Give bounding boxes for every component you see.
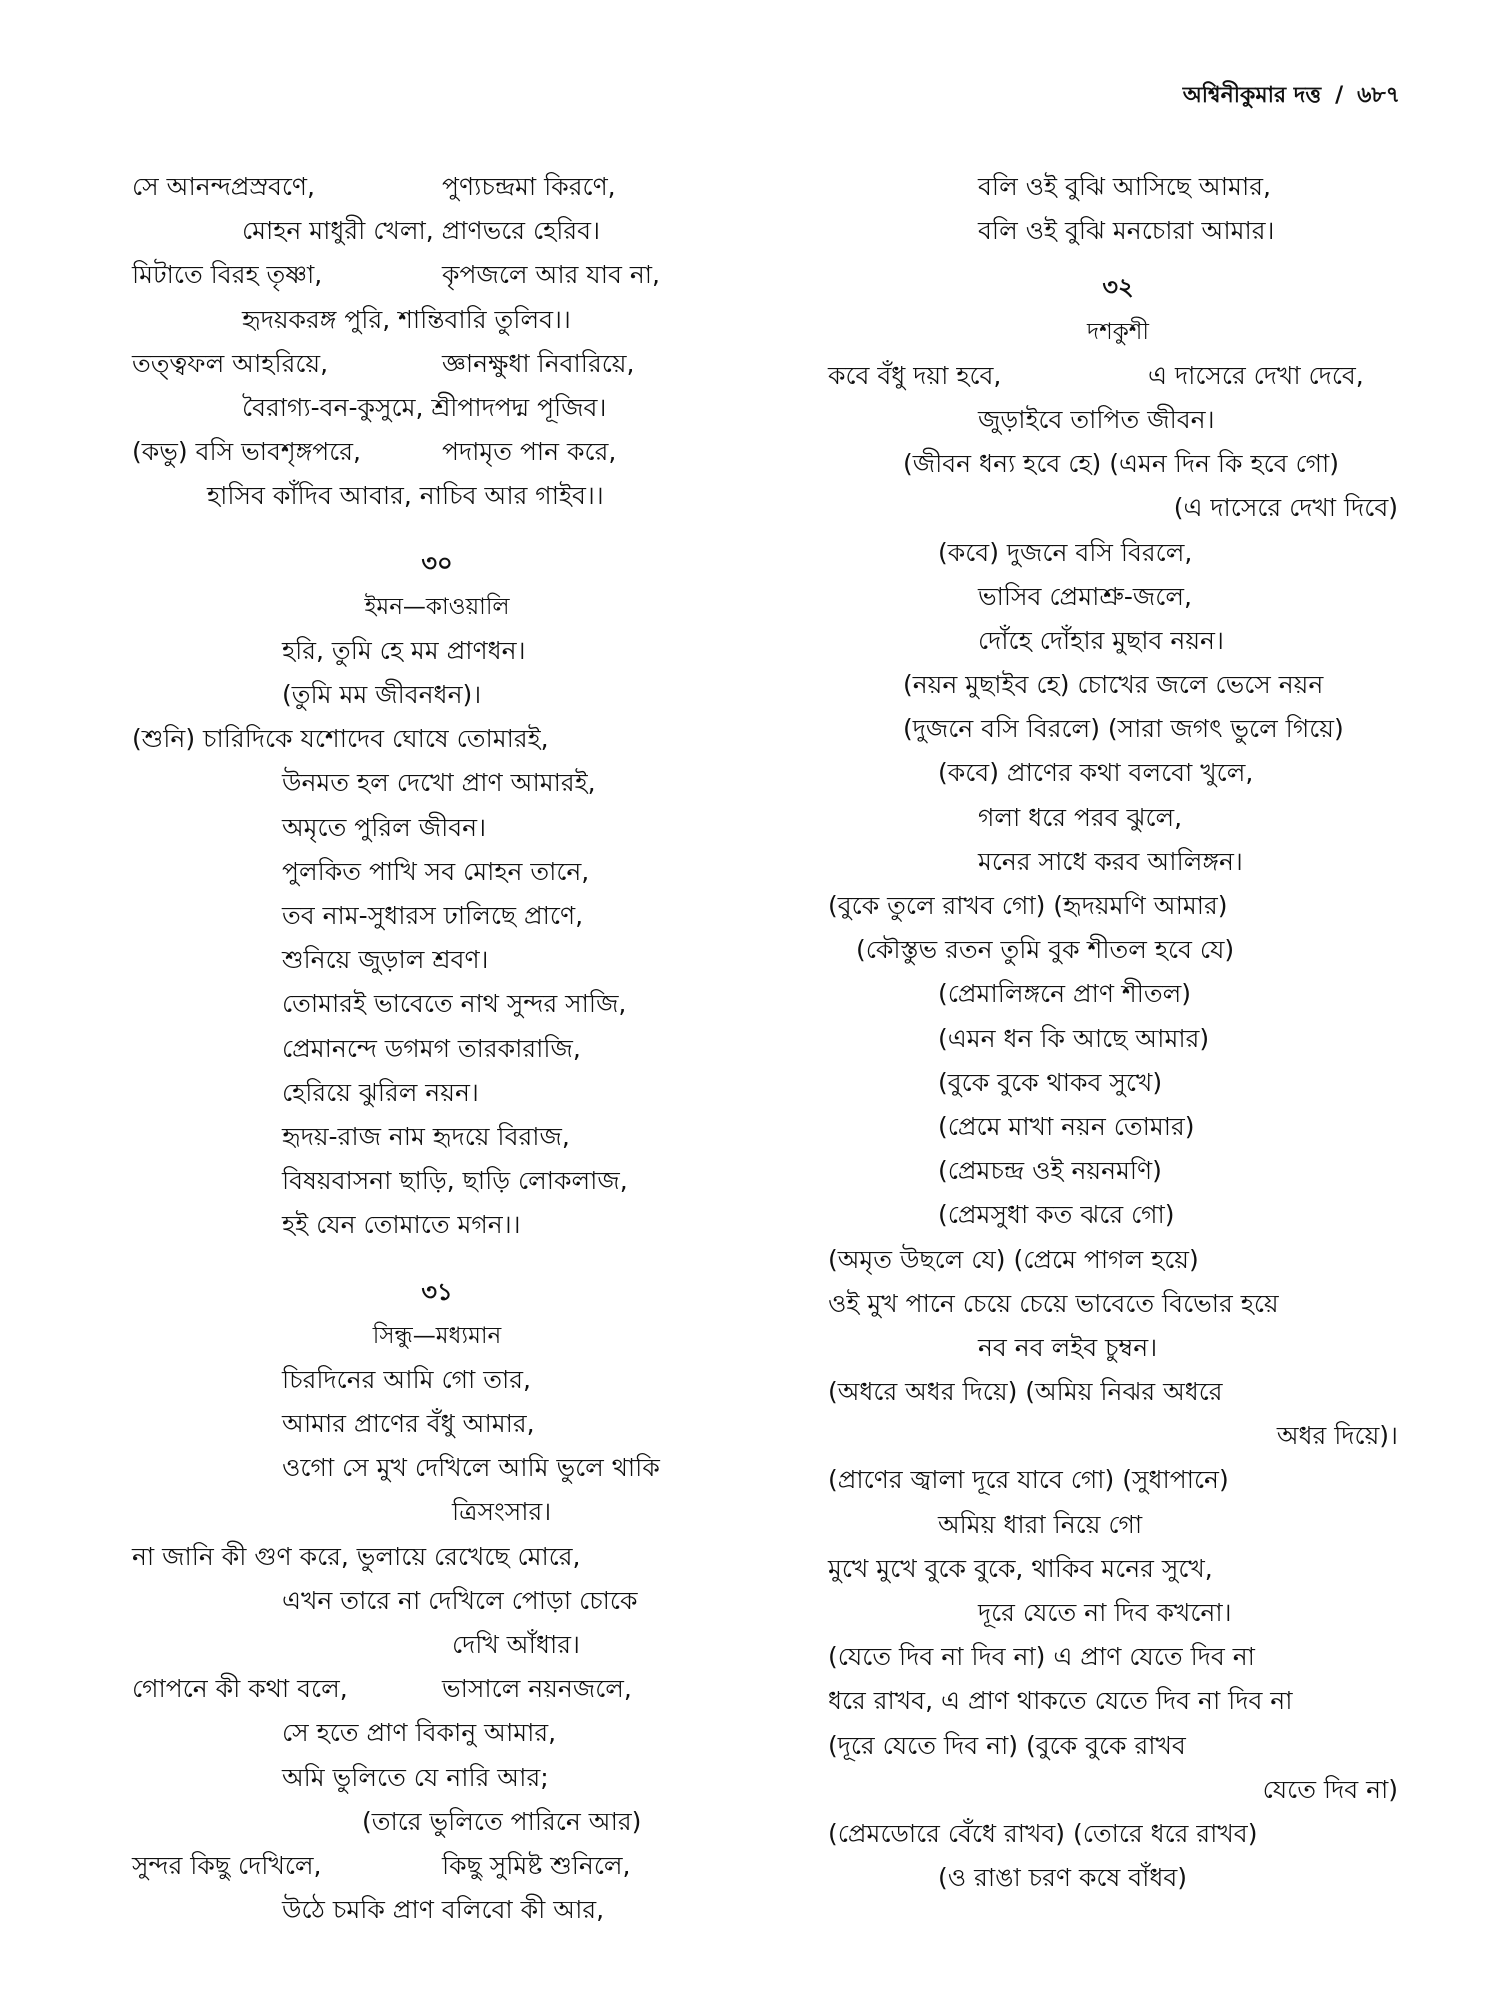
song-number: ৩২	[1102, 273, 1134, 302]
verse-line: আমার প্রাণের বঁধু আমার,	[282, 1409, 535, 1439]
song-number: ৩১	[421, 1277, 453, 1306]
verse-line: তব নাম-সুধারস ঢালিছে প্রাণে,	[282, 901, 584, 930]
verse-line: হেরিয়ে ঝুরিল নয়ন।	[282, 1077, 479, 1107]
verse-line: (তারে ভুলিতে পারিনে আর)	[362, 1806, 642, 1836]
verse-line: (দুজনে বসি বিরলে) (সারা জগৎ ভুলে গিয়ে)	[903, 714, 1344, 744]
verse-line: (ও রাঙা চরণ কষে বাঁধব)	[938, 1863, 1188, 1893]
verse-line: (অমৃত উছলে যে) (প্রেমে পাগল হয়ে)	[828, 1244, 1199, 1274]
raga-tala: ইমন—কাওয়ালি	[364, 593, 510, 620]
verse-line: জুড়াইবে তাপিত জীবন।	[978, 404, 1215, 434]
verse-line: যেতে দিব না)	[1262, 1774, 1398, 1804]
verse-line: অমিয় ধারা নিয়ে গো	[938, 1509, 1143, 1539]
verse-line: (কৌস্তুভ রতন তুমি বুক শীতল হবে যে)	[856, 935, 1235, 965]
verse-line: (প্রেমালিঙ্গনে প্রাণ শীতল)	[938, 979, 1192, 1009]
verse-line: (বুকে বুকে থাকব সুখে)	[938, 1067, 1163, 1097]
verse-line: হরি, তুমি হে মম প্রাণধন।	[282, 635, 526, 665]
verse-line: কবে বঁধু দয়া হবে, এ দাসেরে দেখা দেবে,	[828, 360, 1364, 390]
verse-line: (যেতে দিব না দিব না) এ প্রাণ যেতে দিব না	[828, 1642, 1255, 1672]
verse-line: (কভু) বসি ভাবশৃঙ্গপরে, পদামৃত পান করে,	[132, 437, 617, 467]
verse-line: (শুনি) চারিদিকে যশোদেব ঘোষে তোমারই,	[132, 724, 549, 754]
verse-line: (প্রাণের জ্বালা দূরে যাবে গো) (সুধাপানে)	[828, 1465, 1229, 1495]
verse-line: ওই মুখ পানে চেয়ে চেয়ে ভাবেতে বিভোর হয়ে	[828, 1288, 1279, 1318]
verse-line: গলা ধরে পরব ঝুলে,	[978, 802, 1183, 832]
song-number: ৩০	[421, 548, 453, 577]
verse-line: হাসিব কাঁদিব আবার, নাচিব আর গাইব।।	[207, 481, 604, 511]
verse-line: বিষয়বাসনা ছাড়ি, ছাড়ি লোকলাজ,	[282, 1166, 628, 1196]
page-number: ৬৮৭	[1357, 83, 1400, 108]
verse-line: ধরে রাখব, এ প্রাণ থাকতে যেতে দিব না দিব না	[828, 1686, 1293, 1716]
verse-line: (প্রেমসুধা কত ঝরে গো)	[938, 1200, 1175, 1230]
verse-line: তোমারই ভাবেতে নাথ সুন্দর সাজি,	[282, 989, 627, 1019]
verse-line: মুখে মুখে বুকে বুকে, থাকিব মনের সুখে,	[828, 1553, 1213, 1583]
verse-line: বলি ওই বুঝি মনচোরা আমার।	[978, 216, 1275, 246]
verse-line: হৃদয়করঙ্গ পুরি, শান্তিবারি তুলিব।।	[242, 304, 571, 334]
verse-line: নব নব লইব চুম্বন।	[978, 1332, 1158, 1362]
verse-line: (প্রেমে মাখা নয়ন তোমার)	[938, 1111, 1195, 1141]
header-separator: /	[1335, 83, 1344, 108]
verse-line: গোপনে কী কথা বলে, ভাসালে নয়নজলে,	[132, 1674, 632, 1704]
verse-line: (প্রেমচন্দ্র ওই নয়নমণি)	[938, 1156, 1162, 1186]
right-column	[828, 165, 1408, 1900]
verse-line: হই যেন তোমাতে মগন।।	[282, 1210, 521, 1240]
verse-line: সুন্দর কিছু দেখিলে, কিছু সুমিষ্ট শুনিলে,	[132, 1850, 631, 1880]
verse-line: দোঁহে দোঁহার মুছাব নয়ন।	[978, 625, 1224, 655]
verse-line: সে হতে প্রাণ বিকানু আমার,	[282, 1718, 557, 1748]
raga-tala: দশকুশী	[1087, 318, 1149, 345]
verse-line: (বুকে তুলে রাখব গো) (হৃদয়মণি আমার)	[828, 891, 1228, 920]
verse-line: মিটাতে বিরহ তৃষ্ণা, কৃপজলে আর যাব না,	[132, 260, 660, 290]
verse-line: (কবে) দুজনে বসি বিরলে,	[938, 537, 1193, 567]
verse-line: সে আনন্দপ্রস্রবণে, পুণ্যচন্দ্রমা কিরণে,	[132, 172, 616, 201]
verse-line: দূরে যেতে না দিব কখনো।	[978, 1598, 1232, 1627]
verse-line: হৃদয়-রাজ নাম হৃদয়ে বিরাজ,	[282, 1121, 570, 1151]
verse-line: (তুমি মম জীবনধন)।	[282, 680, 482, 710]
verse-line: (প্রেমডোরে বেঁধে রাখব) (তোরে ধরে রাখব)	[828, 1818, 1258, 1848]
left-column	[132, 165, 742, 1932]
verse-line: (এ দাসেরে দেখা দিবে)	[1173, 493, 1398, 523]
verse-line: বৈরাগ্য-বন-কুসুমে, শ্রীপাদপদ্ম পূজিব।	[242, 392, 607, 422]
verse-line: (অধরে অধর দিয়ে) (অমিয় নিঝর অধরে	[828, 1377, 1223, 1407]
verse-line: প্রেমানন্দে ডগমগ তারকারাজি,	[282, 1033, 581, 1063]
verse-line: ওগো সে মুখ দেখিলে আমি ভুলে থাকি	[282, 1453, 660, 1483]
verse-line: পুলকিত পাখি সব মোহন তানে,	[282, 856, 590, 886]
verse-line: (কবে) প্রাণের কথা বলবো খুলে,	[938, 758, 1254, 788]
verse-line: অধর দিয়ে)।	[1276, 1421, 1398, 1451]
raga-tala: সিন্ধু—মধ্যমান	[372, 1322, 502, 1349]
verse-line: (নয়ন মুছাইব হে) চোখের জলে ভেসে নয়ন	[903, 670, 1324, 700]
verse-line: ভাসিব প্রেমাশ্রু-জলে,	[978, 581, 1192, 611]
verse-line: বলি ওই বুঝি আসিছে আমার,	[978, 172, 1271, 201]
verse-line: এখন তারে না দেখিলে পোড়া চোকে	[282, 1585, 638, 1615]
verse-line: মোহন মাধুরী খেলা, প্রাণভরে হেরিব।	[242, 216, 601, 246]
verse-line: চিরদিনের আমি গো তার,	[282, 1364, 531, 1394]
verse-line: না জানি কী গুণ করে, ভুলায়ে রেখেছে মোরে,	[132, 1541, 581, 1571]
verse-line: মনের সাধে করব আলিঙ্গন।	[978, 846, 1243, 876]
verse-line: উনমত হল দেখো প্রাণ আমারই,	[282, 768, 596, 798]
header-author: অশ্বিনীকুমার দত্ত	[1182, 83, 1322, 108]
verse-line: (দূরে যেতে দিব না) (বুকে বুকে রাখব	[828, 1730, 1186, 1760]
verse-line: অমি ভুলিতে যে নারি আর;	[282, 1762, 549, 1792]
verse-line: দেখি আঁধার।	[452, 1630, 580, 1659]
verse-line: তত্ত্বফল আহরিয়ে, জ্ঞানক্ষুধা নিবারিয়ে,	[132, 348, 635, 378]
verse-line: অমৃতে পুরিল জীবন।	[282, 812, 487, 842]
verse-line: উঠে চমকি প্রাণ বলিবো কী আর,	[282, 1895, 605, 1925]
verse-line: শুনিয়ে জুড়াল শ্রবণ।	[282, 945, 489, 975]
verse-line: (এমন ধন কি আছে আমার)	[938, 1023, 1210, 1053]
verse-line: (জীবন ধন্য হবে হে) (এমন দিন কি হবে গো)	[903, 449, 1340, 479]
running-header	[1183, 78, 1400, 115]
verse-line: ত্রিসংসার।	[452, 1497, 552, 1527]
